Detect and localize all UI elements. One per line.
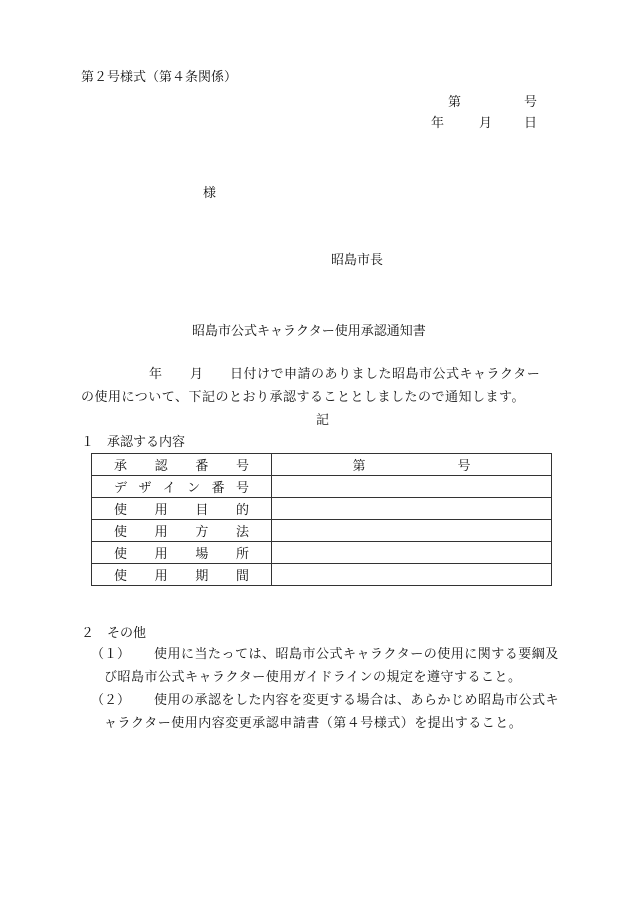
- doc-number-prefix: 第: [448, 95, 462, 110]
- doc-number-suffix: 号: [524, 95, 538, 110]
- date-day: 日: [524, 116, 538, 131]
- period-value[interactable]: [272, 564, 552, 586]
- body-line1: 日付けで申請のありました昭島市公式キャラクター: [230, 367, 541, 382]
- item2-line2: ャラクター使用内容変更承認申請書（第４号様式）を提出すること。: [104, 716, 523, 731]
- table-row: [92, 454, 552, 476]
- row-label-method: 使 用 方 法: [114, 525, 249, 540]
- item2-line1: 使用の承認をした内容を変更する場合は、あらかじめ昭島市公式キ: [154, 693, 560, 708]
- location-value[interactable]: [272, 542, 552, 564]
- section1-number: １: [81, 435, 95, 450]
- row-label-approval-number: 承 認 番 号: [114, 459, 249, 474]
- date-month: 月: [479, 116, 493, 131]
- table-row: [92, 476, 552, 498]
- approval-table: [91, 453, 552, 586]
- addressee-suffix: 様: [203, 186, 217, 201]
- row-label-design-number: デ ザ イ ン 番 号: [114, 481, 249, 496]
- table-row: [92, 542, 552, 564]
- method-value[interactable]: [272, 520, 552, 542]
- row-label-location: 使 用 場 所: [114, 547, 249, 562]
- row-label-purpose: 使 用 目 的: [114, 503, 249, 518]
- purpose-value[interactable]: [272, 498, 552, 520]
- approval-number-suffix: 号: [457, 459, 471, 474]
- body-date-month: 月: [190, 367, 204, 382]
- date-year: 年: [431, 116, 445, 131]
- issuer: 昭島市長: [331, 253, 384, 268]
- table-row: [92, 520, 552, 542]
- row-label-period: 使 用 期 間: [114, 569, 249, 584]
- design-number-value[interactable]: [272, 476, 552, 498]
- section2-heading: その他: [107, 626, 147, 641]
- item2-number: （２）: [91, 693, 131, 708]
- item1-line2: び昭島市公式キャラクター使用ガイドラインの規定を遵守すること。: [104, 670, 522, 685]
- document-title: 昭島市公式キャラクター使用承認通知書: [192, 324, 426, 339]
- section2-number: ２: [81, 626, 95, 641]
- form-label: 第２号様式（第４条関係）: [81, 70, 238, 85]
- item1-line1: 使用に当たっては、昭島市公式キャラクターの使用に関する要綱及: [154, 647, 559, 662]
- approval-number-prefix: 第: [352, 459, 366, 474]
- item1-number: （１）: [91, 647, 131, 662]
- table-row: [92, 498, 552, 520]
- section1-heading: 承認する内容: [107, 435, 186, 450]
- ki-label: 記: [316, 413, 330, 428]
- body-date-year: 年: [149, 367, 163, 382]
- body-line2: の使用について、下記のとおり承認することとしましたので通知します。: [81, 390, 525, 405]
- table-row: [92, 564, 552, 586]
- approval-number-value[interactable]: [272, 454, 552, 476]
